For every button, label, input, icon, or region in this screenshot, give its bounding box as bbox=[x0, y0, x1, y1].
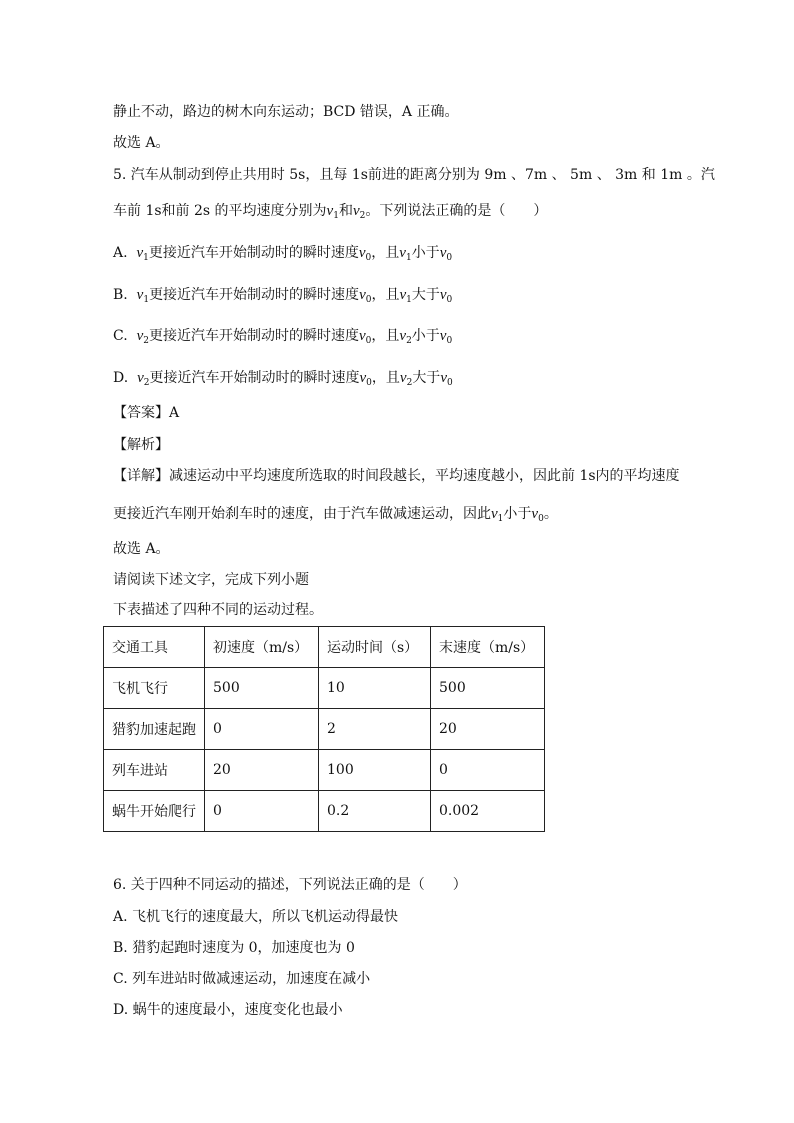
table-cell: 0.002 bbox=[431, 791, 545, 832]
table-cell: 蜗牛开始爬行 bbox=[104, 791, 205, 832]
option-c: C. $v_2$更接近汽车开始制动时的瞬时速度$v_0$，且$v_2$小于$v_0$ bbox=[113, 328, 453, 346]
question-6-option-c: C. 列车进站时做减速运动，加速度在减小 bbox=[113, 971, 371, 987]
table-row bbox=[104, 709, 545, 750]
table-cell: 猎豹加速起跑 bbox=[104, 709, 205, 750]
table-cell: 500 bbox=[205, 668, 319, 709]
table-intro: 下表描述了四种不同的运动过程。 bbox=[113, 602, 323, 618]
table-header-row bbox=[104, 627, 545, 668]
reading-instruction: 请阅读下述文字，完成下列小题 bbox=[113, 572, 309, 588]
detail-paragraph-2: 更接近汽车刚开始刹车时的速度，由于汽车做减速运动，因此$v_1$小于$v_0$。 bbox=[113, 506, 558, 524]
detail-paragraph: 【详解】减速运动中平均速度所选取的时间段越长，平均速度越小，因此前 1s内的平均速度 bbox=[113, 468, 680, 484]
option-a: A. $v_1$更接近汽车开始制动时的瞬时速度$v_0$，且$v_1$小于$v_0$ bbox=[113, 245, 453, 263]
table-cell: 20 bbox=[431, 709, 545, 750]
motion-table bbox=[103, 626, 545, 832]
question-5-line-1: 5. 汽车从制动到停止共用时 5s，且每 1s前进的距离分别为 9m 、7m 、 5m 、 3m 和 1m 。汽 bbox=[113, 167, 715, 183]
table-cell: 0 bbox=[205, 709, 319, 750]
question-5-line-2: 车前 1s和前 2s 的平均速度分别为$v_1$和$v_2$。下列说法正确的是（ ） bbox=[113, 203, 548, 221]
table-row bbox=[104, 791, 545, 832]
table-cell: 列车进站 bbox=[104, 750, 205, 791]
table-cell: 飞机飞行 bbox=[104, 668, 205, 709]
table-cell: 0.2 bbox=[319, 791, 431, 832]
table-cell: 2 bbox=[319, 709, 431, 750]
text-line: 静止不动，路边的树木向东运动；BCD 错误，A 正确。 bbox=[113, 104, 459, 120]
table-cell: 500 bbox=[431, 668, 545, 709]
table-cell: 100 bbox=[319, 750, 431, 791]
text-line: 故选 A。 bbox=[113, 541, 170, 557]
table-cell: 交通工具 bbox=[104, 627, 205, 668]
table-row bbox=[104, 750, 545, 791]
table-cell: 20 bbox=[205, 750, 319, 791]
answer-label: 【答案】A bbox=[113, 405, 180, 421]
question-6-option-d: D. 蜗牛的速度最小，速度变化也最小 bbox=[113, 1002, 343, 1018]
text-line: 故选 A。 bbox=[113, 135, 170, 151]
question-6-option-b: B. 猎豹起跑时速度为 0，加速度也为 0 bbox=[113, 940, 355, 956]
table-cell: 初速度（m/s） bbox=[205, 627, 319, 668]
table-cell: 0 bbox=[205, 791, 319, 832]
question-6: 6. 关于四种不同运动的描述，下列说法正确的是（ ） bbox=[113, 877, 467, 893]
option-b: B. $v_1$更接近汽车开始制动时的瞬时速度$v_0$，且$v_1$大于$v_0$ bbox=[113, 287, 453, 305]
option-d: D. $v_2$更接近汽车开始制动时的瞬时速度$v_0$，且$v_2$大于$v_0$ bbox=[113, 370, 453, 388]
question-6-option-a: A. 飞机飞行的速度最大，所以飞机运动得最快 bbox=[113, 909, 399, 925]
analysis-label: 【解析】 bbox=[113, 437, 169, 453]
table-cell: 运动时间（s） bbox=[319, 627, 431, 668]
table-cell: 末速度（m/s） bbox=[431, 627, 545, 668]
table-cell: 0 bbox=[431, 750, 545, 791]
table-cell: 10 bbox=[319, 668, 431, 709]
table-row bbox=[104, 668, 545, 709]
